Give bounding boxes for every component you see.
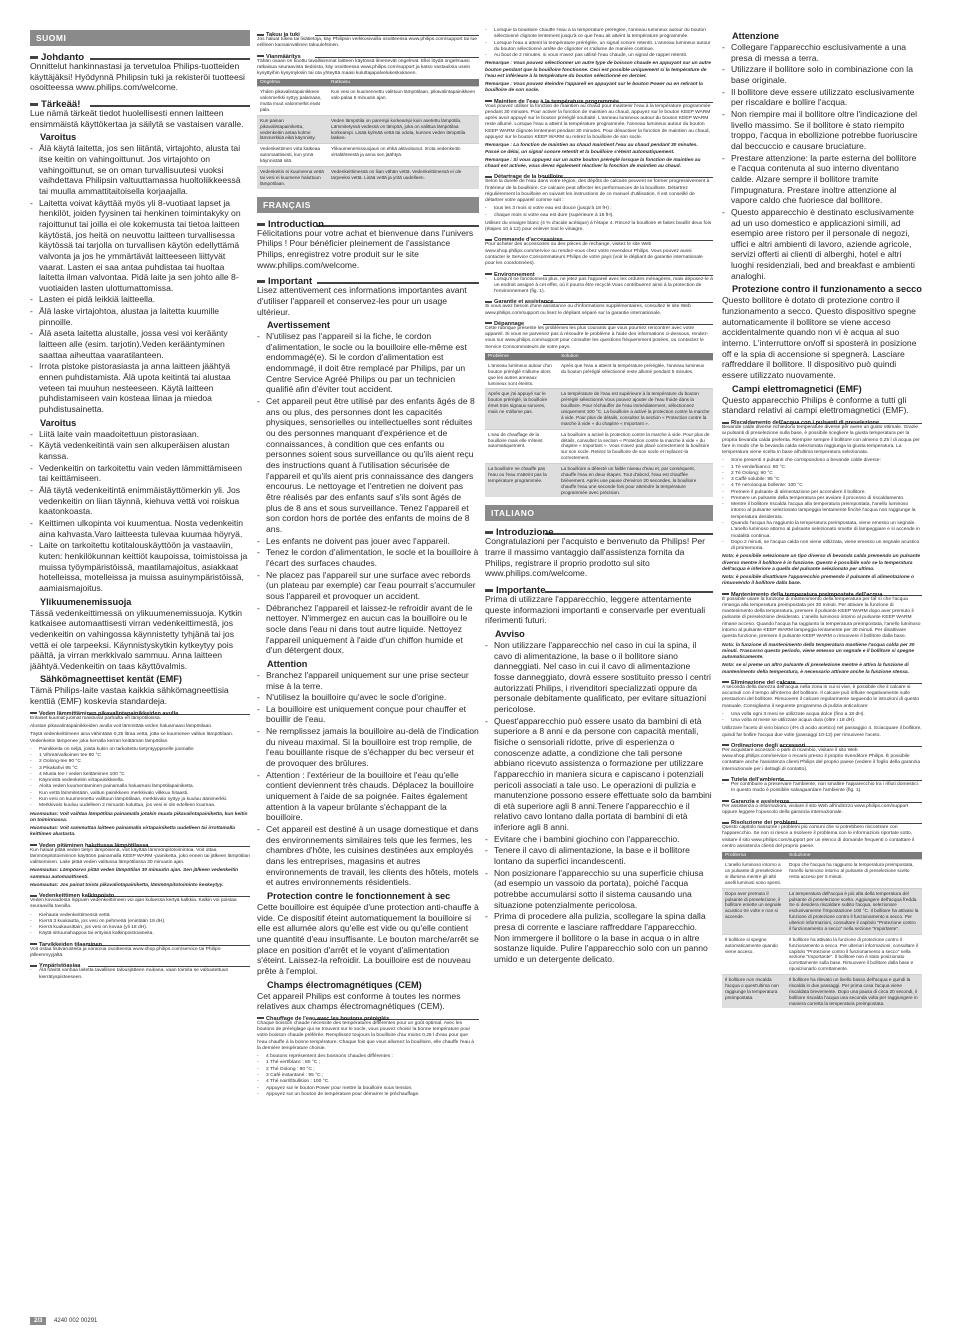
paragraph: Jos haluat tukea tai lisätietoja, käy Philipsin verkkosivuilla osoitteessa www.philips.com/support tai lue erillinen kansainvälinen takuulehtinen. (257, 37, 477, 49)
paragraph: Congratulazioni per l'acquisto e benvenuto da Philips! Per trarre il massimo vantaggio dall'assistenza fornita da Philips, registrare il proprio prodotto sul sito www.philips.com/welcome. (485, 536, 705, 579)
bullet-list (722, 782, 922, 795)
note: Nota: è possibile disattivare l'apparecchio premendo il pulsante di alimentazione o rimuovendo il bollitore dalla base. (722, 575, 914, 587)
note: Remarque : Si vous appuyez sur un autre bouton préréglé lorsque la fonction de maintien au chaud est activée, vous devez également réactiver la fonction de maintien au chaud. (485, 157, 701, 170)
list-item: - Ne placez pas l'appareil sur une surface avec rebords (un plateau par exemple) car l'eau pourrait s'accumuler sous l'appareil et provoquer un accident. (257, 570, 479, 602)
paragraph: Täytä vedenkeittimeen aina vähintään 0,25 litraa vettä, jotta se kuumenee valitun lämpötilaan. Vedenkeitin lämpenee joka kerralla kerran keittämän lämpötilan. (30, 732, 234, 744)
list-item: - Älä täytä vedenkeitintä enimmäistäyttömerkin yli. Jos vedenkeitin on liian täynnä, kiehuva vettä voi roiskua kaatonkoasta. (30, 485, 250, 517)
column-suomi (30, 28, 250, 1304)
bullet-list (30, 913, 250, 938)
table-row (722, 888, 922, 934)
paragraph: Questo capitolo riassume i problemi più comuni che si potrebbero riscontrare con l'apparecchio. Se non si riesce a risolvere il problema con le informazioni riportate sotto, visitare il sito www.philips.com/support per un elenco di domande frequenti o contattare il centro assistenza clienti del proprio paese. (722, 825, 915, 849)
subsection-heading: Campi elettromagnetici (EMF) (732, 383, 862, 394)
table-header: Solution (558, 353, 713, 361)
list-item: - Kiehauta vedenkeittimessä vettä. (30, 913, 250, 919)
list-item: - Liitä laite vain maadoitettuun pistorasiaan. (30, 429, 250, 440)
list-item: - Premere il pulsante di alimentazione per accendere il bollitore. (722, 490, 922, 496)
list-item: - Irrota pistoke pistorasiasta ja anna laitteen jäähtyä ennen puhdistamista. Älä upota keitintä tai alustaa veteen tai muuhun nesteeseen. Käytä laitteen puhdistamiseen vain kosteaa liinaa ja miedoa puhdistusainetta. (30, 361, 250, 414)
list-item: - Vedenkeitin on tarkoitettu vain veden lämmittämiseen tai keittämiseen. (30, 463, 250, 484)
section-heading: Mantenimento della temperatura preimpostata dell'acqua (722, 592, 922, 596)
paragraph: Voit ostaa lisävarusteita ja varaosia osoitteesta www.shop.philips.com/service tai Philips-jälleenmyyjältä. (30, 946, 222, 959)
table-header: Ratkaisu (328, 79, 479, 87)
troubleshooting-table (257, 79, 479, 188)
list-item: - tous les 3 mois si votre eau est douce (jusqu'à 18 fH) ; (485, 206, 713, 212)
bullet-list (722, 712, 922, 725)
problem-cell: La bouilloire ne chauffe pas l'eau ou l'eau n'atteint pas la température programmée. (485, 464, 558, 498)
troubleshooting-table (485, 353, 713, 498)
list-item: - Non riempire mai il bollitore oltre l'indicazione del livello massimo. Se il bollitore è stato riempito troppo, l'acqua in ebollizione potrebbe fuoriuscire dal beccuccio e causare bruciature. (722, 109, 922, 152)
section-heading: Vedenkeittimen kalkinpoisto (30, 893, 250, 897)
section-heading: Veden pitäminen haluttussa lämpötilassa (30, 843, 250, 847)
paragraph: Onnittelut hankinnastasi ja tervetuloa Philips-tuotteiden käyttäjäksi! Hyödynnä Philipsin tuki ja rekisteröi tuotteesi osoitteessa www.philips.com/welcome. (30, 61, 245, 93)
subsection-heading: Attention (267, 658, 308, 669)
solution-cell: Ylikuumenemissuojaus on ehkä aktivoitunut. Irrota vedenkeitin virtalähteestä ja anna sen jäähtyä. (328, 144, 479, 167)
bullet-list (722, 42, 922, 281)
bullet-list (257, 1054, 479, 1098)
list-item: - N'utilisez la bouilloire qu'avec le socle d'origine. (257, 692, 479, 703)
list-item: - Collegare l'apparecchio esclusivamente a una presa di messa a terra. (722, 42, 922, 63)
list-item: - 2 Thé Oolong : 90 °C ; (257, 1067, 479, 1073)
list-item: - 2 Oolong-tee 90 °C (30, 759, 250, 765)
list-item: - 4 boutons représentent des boissons chaudes différentes : (257, 1054, 479, 1060)
section-heading: Introduzione (485, 527, 713, 535)
solution-cell: Kun vesi on kuumennettu valittuun lämpötilaan, pikavalintapainikkeen valo palaa 5 minuutin ajan. (328, 87, 479, 116)
list-item: - Käytä vedenkeitintä vain sen alkuperäisen alustan kanssa. (30, 440, 250, 461)
list-item: - Kun vesi on kuumennettu valittuun lämpötilaan, merkkivalo syttyy ja kuuluu äänimerkki. (30, 797, 250, 803)
paragraph: Cet appareil Philips est conforme à toutes les normes relatives aux champs électromagnétiques (CEM). (257, 990, 461, 1012)
list-item: - Attention : l'extérieur de la bouilloire et l'eau qu'elle contient deviennent très chauds. Déplacez la bouilloire uniquement à l'aide de sa poignée. Faites également attention à la vapeur brûlante s'échappant de la bouilloire. (257, 770, 479, 823)
section-heading: Détartrage de la bouilloire (485, 174, 713, 178)
section-heading: Ympäristöasiaa (30, 963, 250, 967)
list-item: - Il bollitore deve essere utilizzato esclusivamente per riscaldare e bollire l'acqua. (722, 87, 922, 108)
list-item: - Les enfants ne doivent pas jouer avec l'appareil. (257, 536, 479, 547)
table-row (257, 144, 479, 167)
list-item: - Käynnistä vedenkeitin virtapainikkeella. (30, 778, 250, 784)
solution-cell: Vedenkeittimessä on liian vähän vettä. Vedenkeittimessä ei ole tarpeeksi vettä. Lisää vettä ja yritä uudelleen. (328, 166, 479, 188)
list-item: - Per contribuire a preservare l'ambiente, non smaltire l'apparecchio tra i rifiuti domestici. In questo modo è possibile salvaguardare l'ambiente (fig. 1). (722, 782, 922, 795)
section-heading: Garantie et assistance (485, 299, 713, 303)
list-item: - Quest'apparecchio può essere usato da bambini di età superiore a 8 anni e da persone con capacità mentali, fisiche o sensoriali ridotte, prive di esperienza o conoscenze adatte, a condizione che tali persone abbiano ricevuto assistenza o formazione per utilizzare l'apparecchio in maniera sicura e capiscano i potenziali pericoli associati a tale uso. Le operazioni di pulizia e manutenzione possono essere effettuate solo da bambini di età superiore agli 8 anni.Tenere l'apparecchio e il relativo cavo lontano dalla portata di bambini di età inferiore agli 8 anni. (485, 716, 713, 833)
section-heading: Tutela dell'ambiente (722, 777, 922, 781)
paragraph: Veden kovuudesta riippuen vedenkeittimeen voi ajan kuluessa kertyä kalkkia. Kalkin voi poistaa seuraavilla tavoilla. (30, 898, 237, 910)
solution-cell: La température de l'eau est supérieure à la température du bouton préréglé sélectionné.Vous pouvez ajouter de l'eau froide dans la bouilloire. Pour réchauffer de l'eau immédiatement, sélectionnez uniquement 100 °C. La bouilloire a activé la protection contre la marche à vide. Pour plus de détails, consultez la section « Protection contre la marche à vide » du chapitre « Important ». (558, 389, 713, 429)
paragraph: Bevande calde diverse richiedono temperature diverse per avere un gusto ottimale. Grazie ai pulsanti di preselezione sulla base, è possibile scegliere la giusta temperatura per la propria bevanda calda preferita. Riempire sempre il bollitore con almeno 0,25 l di acqua per fare in modo che la bevanda calda selezionata raggiunga la giusta temperatura. La temperatura viene scelta in base all'ultima temperatura selezionata. (722, 425, 920, 456)
problem-cell: L'eau de chauffage de la bouilloire mais elle s'éteint automatiquement. (485, 429, 558, 463)
section-heading: Important (257, 276, 479, 284)
paragraph: Chaque boisson chaude nécessite des températures différentes pour un goût optimal. Avec les boutons de préréglage qui se trouvent sur le socle, vous pouvez choisir la bonne température pour votre boisson chaude préférée. Remplissez toujours la bouilloire d'au moins 0,25 l d'eau pour que l'eau chauffe à la bonne température. Chaque fois que vous allumez la bouilloire, elle chauffe l'eau à la dernière température choisie. (257, 1020, 475, 1051)
list-item: - Merkkivalo kuuluu uudelleen 2 minuutin kuluttua, jos vesi ei ole edelleen kuumaa. (30, 803, 250, 809)
page-footer (30, 1318, 97, 1324)
paragraph: Cette rubrique présente les problèmes les plus courants que vous pourriez rencontrer avec votre appareil. Si vous ne parvenez pas à résoudre le problème à l'aide des informations ci-dessous, rendez-vous sur www.philips.com/support pour consulter les questions fréquemment posées, ou contactez le Service Consommateurs de votre pays. (485, 325, 709, 350)
list-item: - Laite on tarkoitettu kotitalouskäyttöön ja vastaaviin, kuten: henkilökunnan keittiöt kaupoissa, toimistoissa ja muissa työympäristöissä, maatilamajoitus, asiakkaat hotelleissa, motelleissa ja muissa asuinympäristöissä, aamiaismajoitus. (30, 540, 250, 593)
paragraph: Tämä Philips-laite vastaa kaikkia sähkömagneettisia kenttiä (EMF) koskevia standardeja. (30, 685, 229, 707)
paragraph: Prima di utilizzare l'apparecchio, leggere attentamente queste informazioni importanti e conservarle per eventuali riferimenti futuri. (485, 594, 706, 626)
section-heading: Environnement (485, 272, 713, 276)
list-item: - 1 Vihreä/valkoinen tee 80 °C (30, 753, 250, 759)
list-item: - 1 Tè verde/bianco: 80 °C (722, 465, 922, 471)
paragraph: Kun haluat pitää veden tietyn lämpöisenä, voit käyttää lämmönpitotoimintoa. Voit ottaa lämmönpitotoiminnon käyttöön painamalla KEEP WARM -painiketta, joko ennen tai jälkeen lämpötilan valitsemisen. Laite pitää veden valitussa lämpötilassa 30 minuutin ajan. (30, 847, 250, 866)
solution-cell: La bouilloire a détecté un faible niveau d'eau et, par conséquent, chauffe l'eau en deux étapes. Tout d'abord, l'eau est chauffée brièvement. Après une pause d'environ 20 secondes, la bouilloire chauffe l'eau une seconde fois pour atteindre la température programmée avec précision. (558, 464, 713, 498)
subsection-heading: Varoitus (40, 132, 77, 143)
section-heading: Commande d'accessoires (485, 237, 713, 241)
section-heading: Importante (485, 585, 713, 593)
list-item: - Painikkeita on neljä, joista kukin on tarkoitettu tietyntyyppiselle juomalle: (30, 747, 250, 753)
list-item: - Au bout de 2 minutes, si vous n'avez pas utilisé l'eau chaude, un signal de rappel retentit. (485, 53, 713, 59)
list-item: - Quando l'acqua ha raggiunto la temperatura preimpostata, viene emesso un segnale. L'anello luminoso attorno al pulsante selezionato smette di lampeggiare e si accende in modalità continua. (722, 521, 922, 540)
note: Remarque : La fonction de maintien au chaud maintient l'eau au chaud pendant 30 minutes. Passé ce délai, un signal sonore retentit et la bouilloire s'éteint automatiquement. (485, 143, 698, 155)
subsection-heading: Ylikuumenemissuoja (40, 596, 132, 607)
solution-cell: Il bollitore ha rilevato un livello basso dell'acqua e quindi la riscalda in due passaggi. Per prima cosa l'acqua viene riscaldata brevemente. Dopo una pausa di circa 20 secondi, il bollitore riscalda l'acqua una seconda volta per raggiungere in maniera corretta la temperatura preimpostata. (786, 975, 922, 1009)
solution-cell: Après que l'eau a atteint la température préréglée, l'anneau lumineux du bouton préréglé sélectionné reste allumé pendant 5 minutes. (558, 360, 713, 389)
paragraph: Erilaiset kuumat juomat maistuvat parhailta eri lämpötiloissa. (30, 715, 162, 721)
section-heading: Riscaldamento dell'acqua con i pulsanti di preselezione (722, 420, 922, 424)
problem-cell: L'anello luminoso intorno a un pulsante di preselezione si illumina mentre gli altri anelli luminosi sono spenti. (722, 860, 786, 889)
section-heading: Takuu ja tuki (257, 32, 479, 36)
problem-cell: Il bollitore non riscalda l'acqua o quest'ultima non raggiunge la temperatura preimpostata. (722, 975, 786, 1009)
list-item: - 4 Thé noir/Ébullition : 100 °C. (257, 1079, 479, 1085)
paragraph: Tähän osaan on koottu tavallisimmat laitteen käytössä ilmenevät ongelmat. Ellei löydä ongelmaasi ratkaisua seuraavista tiedoista, käy osoitteessa www.philips.com/support ja katso vastauksia usein kysyttyihin kysymyksiin tai ota yhteyttä maasi kuluttajapalvelukeskukseen. (257, 58, 471, 77)
list-item: - 3 Pikakahvi 95 °C (30, 766, 250, 772)
table-header: Problema (722, 852, 786, 860)
note: Nota: la funzione di mantenimento della temperatura mantiene l'acqua calda per 30 minuti. Trascorso questo periodo, viene emesso un segnale e il bollitore si spegne automaticamente. (722, 642, 915, 661)
list-item: - La bouilloire est uniquement conçue pour chauffer et bouillir de l'eau. (257, 704, 479, 725)
list-item: - Appuyez sur un bouton de température pour démarrer le préchauffage. (257, 1092, 479, 1098)
list-item: - Appuyez sur le bouton Power pour mettre la bouilloire sous tension. (257, 1086, 479, 1092)
bullet-list (485, 640, 713, 965)
table-header: Ongelma (257, 79, 328, 87)
paragraph: Lisez attentivement ces informations importantes avant d'utiliser l'appareil et conservez-les pour un usage ultérieur. (257, 285, 467, 317)
list-item: - Branchez l'appareil uniquement sur une prise secteur mise à la terre. (257, 670, 479, 691)
section-heading: Introduction (257, 219, 479, 227)
table-header: Soluzione (786, 852, 922, 860)
list-item: - Älä laske virtajohtoa, alustaa ja laitetta kuumille pinnoille. (30, 306, 250, 327)
problem-cell: Yhden pikavalintapainikkeen valonmerkki syttyy palamaan, mutta muut valonmerkit eivät pala. (257, 87, 328, 116)
list-item: - 4 Tè nero/acqua bollente: 100 °C (722, 483, 922, 489)
list-item: - Lorsque la bouilloire chauffe l'eau à la température préréglée, l'anneau lumineux autour du bouton sélectionné clignote lentement jusqu'à ce que l'eau ait atteint la température programmée. (485, 28, 713, 41)
subsection-heading: Avviso (495, 628, 525, 639)
table-row (257, 115, 479, 144)
list-item: - Débranchez l'appareil et laissez-le refroidir avant de le nettoyer. N'immergez en aucun cas la bouilloire ou le socle dans l'eau ni dans tout autre liquide. Nettoyez l'appareil uniquement à l'aide d'un chiffon humide et d'un détergent doux. (257, 603, 479, 656)
list-item: - 2 Tè Oolong: 90 °C (722, 471, 922, 477)
list-item: - Kierrä kuukausittain, jos vesi on kovaa (yli 18 dH). (30, 925, 250, 931)
solution-cell: La temperatura dell'acqua è più alta della temperatura del pulsante di preselezione scelto. Aggiungere dell'acqua fredda. Se si desidera riscaldare subito l'acqua, selezionare esclusivamente l'impostazione 100 °C. Il bollitore ha attivato la funzione di protezione contro il funzionamento a secco. Per ulteriori informazioni, consultare il capitolo "Protezione contro il funzionamento a secco" nella sezione "Importante". (786, 888, 922, 934)
section-heading: Vianmääritys (257, 54, 479, 58)
table-row (722, 975, 922, 1009)
list-item: - chaque mois si votre eau est dure (supérieure à 18 fH). (485, 213, 713, 219)
paragraph: Questo bollitore è dotato di protezione contro il funzionamento a secco. Questo dispositivo spegne automaticamente il bollitore se viene acceso accidentalmente quando non vi è acqua al suo interno. L'interruttore on/off si sposterà in posizione off e la spia di accensione si spegnerà. Lasciare raffreddare il bollitore. Il dispositivo può quindi essere utilizzato nuovamente. (722, 295, 917, 381)
note: Huomautus: Voit sammuttaa laitteen painamalla virtapainiketta uudelleen tai irrottamalla keittimen alustasta. (30, 826, 236, 838)
column-suomi-francais (257, 28, 479, 1318)
list-item: - Questo apparecchio è destinato esclusivamente ad un uso domestico e applicazioni simili, ad esempio aree ristoro per il personale di negozi, uffici e altri ambienti di lavoro, aziende agricole, servizi offerti ai clienti di alberghi, hotel e altri luoghi residenziali, bed and breakfast e ambienti analoghi. (722, 207, 922, 282)
list-item: - Cet appareil peut être utilisé par des enfants âgés de 8 ans ou plus, des personnes dont les capacités physiques, sensorielles ou intellectuelles sont réduites ou des personnes manquant d'expérience et de connaissances, à condition que ces enfants ou personnes soient sous surveillance ou qu'ils aient reçu des instructions quant à l'utilisation sécurisée de l'appareil et qu'ils aient pris connaissance des dangers encourus. Le nettoyage et l'entretien ne doivent pas être réalisés par des enfants sauf s'ils sont âgés de plus de 8 ans et sous surveillance. Tenez l'appareil et son cordon hors de portée des enfants de moins de 8 ans. (257, 396, 479, 535)
note: Huomautus: Voit vaihtaa lämpötilaa painamalla jotakin muuta pikavalintapainiketta, kun keitin on toiminnassa. (30, 811, 248, 823)
list-item: - N'utilisez pas l'appareil si la fiche, le cordon d'alimentation, le socle ou la bouilloire elle-même est endommagé(e). Si le cordon d'alimentation est endommagé, il doit être remplacé par Philips, par un Centre Service Agréé Philips ou par un technicien qualifié afin d'éviter tout accident. (257, 331, 479, 395)
paragraph: Tässä vedenkeittimessä on ylikuumenemissuoja. Kytkin katkaisee automaattisesti virran vedenkeittimestä, jos vedenkeitin on vahingossa käynnistetty tyhjänä tai jos vettä ei ole tarpeeksi. Käynnistyskytkin kytkeytyy pois päältä, ja virran merkkivalo sammuu. Anna laitteen jäähtyä.Vedenkeitin on taas käyttövalmis. (30, 607, 243, 671)
section-heading: Dépannage (485, 321, 713, 325)
list-item: - Kun vettä lämmitetään, valitun painikkeen merkkivalo vilkkuu hitaasti. (30, 791, 250, 797)
paragraph: Alustan pikavalintapainikkeiden avulla voit lämmittää veden haluamaasi lämpötilaan. (30, 724, 213, 730)
bullet-list (485, 28, 713, 59)
list-item: - Una volla ogni 3 mesi se utilizzate acqua dolce (fino a 18 dH). (722, 712, 922, 718)
subsection-heading: Attenzione (732, 31, 779, 41)
list-item: - Tenez le cordon d'alimentation, le socle et la bouilloire à l'écart des surfaces chaudes. (257, 547, 479, 568)
section-heading: Maintien de l'eau à la température programmée (485, 99, 713, 103)
list-item: - Älä aseta laitetta alustalle, jossa vesi voi keräänty laitteen alle (esim. tarjotin).Veden kerääntyminen saattaa aiheuttaa vaaratilanteen. (30, 328, 250, 360)
list-item: - Käytä sitruunahappoa tai erityisiä kalkinpoistoaineita. (30, 931, 250, 937)
list-item: - 1 Thé vert/blanc : 80 °C ; (257, 1060, 479, 1066)
list-item: - Kierrä 3 kuukautta, jos vesi on pehmeää (enintään 18 dH). (30, 919, 250, 925)
note: Huomautus: Lämpöarvo pitää veden lämpötilan 30 minuutin ajan. Sen jälkeen vedenkeitin sammuu automaattisesti. (30, 868, 239, 880)
paragraph: A seconda della durezza dell'acqua nella zona in cui si vive, è possibile che il calcare si accumuli con il tempo all'interno del bollitore. Il calcare può influire negativamente sulle prestazioni del bollitore. Rimuovere il calcare regolarmente seguendo le istruzioni di questo manuale. Consigliamo il seguente programma di pulizia anticalcare: (722, 684, 920, 709)
paragraph: Lue nämä tärkeät tiedot huolellisesti ennen laitteen ensimmäistä käyttökertaa ja säilytä se vastaisen varalle. (30, 107, 244, 129)
section-heading: Veden lämmittäminen pikavalintapainikkeiden avulla (30, 711, 250, 715)
section-heading: Tarvikkeiden tilaaminen (30, 942, 250, 946)
list-item: - Non posizionare l'apparecchio su una superficie chiusa (ad esempio un vassoio da portata), poiché l'acqua potrebbe accumularsi sotto il sistema causando una situazione potenzialmente pericolosa. (485, 868, 713, 911)
list-item: - Prestare attenzione: la parte esterna del bollitore e l'acqua contenuta al suo interno diventano calde. Alzare sempre il bollitore tramite l'impugnatura. Prestare inoltre attenzione al vapore caldo che fuoriesce dal bollitore. (722, 153, 922, 206)
paragraph: È possibile usare la funzione di mantenimento della temperatura per far sì che l'acqua rimanga alla temperatura preimpostata per 30 minuti. Per attivare la funzione di mantenimento della temperatura, premere il pulsante KEEP WARM dopo aver premuto il pulsante di preselezione desiderato. L'anello luminoso intorno al pulsante KEEP WARM rimane acceso. Quando l'acqua ha raggiunto la temperatura preimpostata, l'anello luminoso intorno al pulsante KEEP WARM lampeggia lentamente per 30 minuti. Per disattivare questa funzione, premere il pulsante KEEP WARM o rimuovere il bollitore dalla base. (722, 596, 921, 640)
table-row (722, 934, 922, 974)
list-item: - Premere un pulsante della temperatura per avviare il processo di riscaldamento. (722, 496, 922, 502)
table-row (257, 166, 479, 188)
problem-cell: Il bollitore si spegne automaticamente quando viene acceso. (722, 934, 786, 974)
paragraph: Si vous avez besoin d'une assistance ou d'informations supplémentaires, consultez le site Web www.philips.com/support ou lisez le dépliant séparé sur la garantie internationale. (485, 304, 691, 316)
table-row (257, 87, 479, 116)
list-item: - Sono presenti 4 pulsanti che corrispondono a bevande calde diverse: (722, 458, 922, 464)
problem-cell: Après que j'ai appuyé sur le bouton préréglé, la bouilloire émet trois signaux sonores, mais ne s'allume pas. (485, 389, 558, 429)
section-heading: Risoluzione dei problemi (722, 820, 922, 824)
paragraph: Vous pouvez utiliser la fonction de maintien au chaud pour maintenir l'eau à la température programmée pendant 30 minutes. Pour activer la fonction de maintien au chaud, appuyez sur le bouton KEEP WARM après avoir appuyé sur le bouton préréglé souhaité. L'anneau lumineux autour du bouton KEEP WARM reste allumé. Lorsque l'eau a atteint la température programmée, l'anneau lumineux autour du bouton KEEP WARM clignote lentement pendant 30 minutes. Pour désactiver la fonction de maintien au chaud, appuyez sur le bouton KEEP WARM ou retirez la bouilloire de son socle. (485, 103, 711, 140)
section-heading: Garanzia e assistenza (722, 799, 922, 803)
paragraph: Per assistenza o informazioni, visitare il sito Web all'indirizzo www.philips.com/support oppure leggere l'opuscolo della garanzia internazionale. (722, 803, 909, 815)
bullet-list (257, 670, 479, 888)
table-row (485, 429, 713, 463)
list-item: - Älä hävitä vanhaa laitetta tavallisen talousjätteen mukana, vaan toimita se valtuutettuun kierrätyspisteeseen. (30, 968, 250, 981)
problem-cell: Vedenkeitin ei kuumenna vettä tai vesi ei kuumene haluttuun lämpötilaan. (257, 166, 328, 188)
paragraph: Utilizzare l'aceto di vino bianco (4% di acido acetico) nel passaggio 4. Sciacquare il bollitore, quindi far bollire l'acqua due volte (passaggi 10-12) per rimuovere l'aceto. (722, 726, 922, 738)
note: Remarque : Vous pouvez éteindre l'appareil en appuyant sur le bouton Power ou en retirant la bouilloire de son socle. (485, 82, 703, 94)
subsection-heading: Protection contre le fonctionnement à sec (267, 890, 451, 901)
subsection-heading: Varoitus (40, 417, 77, 428)
language-header-francais: FRANÇAIS (257, 197, 479, 213)
paragraph: Questo apparecchio Philips è conforme a tutti gli standard relativi ai campi elettromagnetici (EMF). (722, 394, 909, 416)
table-row (485, 360, 713, 389)
list-item: - 4 Musta tee / veden keittäminen 100 °C (30, 772, 250, 778)
subsection-heading: Avertissement (267, 320, 330, 331)
solution-cell: La bouilloire a activé la protection contre la marche à vide. Pour plus de détails, consultez la section « Protection contre la marche à vide » du chapitre « Important ». Vous n'avez pas placé correctement la bouilloire sur son socle. Retirez la bouilloire de son socle et replacez-la correctement. (558, 429, 713, 463)
problem-cell: Dopo aver premuto il pulsante di preselezione, il bollitore emette un segnale acustico tre volte e non si accende. (722, 888, 786, 934)
list-item: - Ne remplissez jamais la bouilloire au-delà de l'indication du niveau maximal. Si la bouilloire est trop remplie, de l'eau bouillante risque de s'échapper du bec verseur et de provoquer des brûlures. (257, 726, 479, 769)
list-item: - Utilizzare il bollitore solo in combinazione con la base originale. (722, 64, 922, 85)
note: Remarque : Vous pouvez sélectionner un autre type de boisson chaude en appuyant sur un autre bouton pendant que la bouilloire fonctionne. Ceci est possible uniquement si la température de l'eau est inférieure à la température du bouton sélectionné en dernier. (485, 61, 711, 79)
section-heading: Ordinazione degli accessori (722, 743, 922, 747)
note: Nota: è possibile selezionare un tipo diverso di bevanda calda premendo un pulsante diverso mentre il bollitore è in funzione. Questo è possibile solo se la temperatura dell'acqua è inferiore a quella del pulsante selezionato per ultimo. (722, 554, 921, 572)
bullet-list (30, 747, 250, 810)
bullet-list (485, 206, 713, 219)
problem-cell: Kun painan pikavalintapainiketta, vedenkeitin antaa kolme lämmerkkiä eikä käynnisty. (257, 115, 328, 144)
paragraph: Per acquistare accessori o parti di ricambio, visitare il sito Web www.shop.philips.com/service o recarsi presso il proprio rivenditore Philips. È possibile contattare anche l'assistenza clienti Philips del proprio paese (vedere il foglio della garanzia internazionale per i dettagli di contatto). (722, 747, 921, 772)
solution-cell: Il bollitore ha attivato la funzione di protezione contro il funzionamento a secco. Per ulteriori informazioni, consultare il capitolo "Protezione contro il funzionamento a secco" nella sezione "Importante". Il bollitore non è stato posizionato correttamente sulla base. Rimuovere il bollitore dalla base e riposizionarlo correttamente. (786, 934, 922, 974)
list-item: - Lorsque l'eau a atteint la température préréglée, un signal sonore retentit. L'anneau lumineux autour du bouton sélectionné arrête de clignoter et s'allume de manière continue. (485, 41, 713, 54)
problem-cell: Vedenkeittimen virta katkeaa automaattisesti, kun ynnä käynnistää sitä. (257, 144, 328, 167)
page-number: 2/3 (30, 1317, 46, 1325)
table-header: Problème (485, 353, 558, 361)
solution-cell: Dopo che l'acqua ha raggiunto la temperatura preimpostata, l'anello luminoso intorno al pulsante di preselezione scelto resta acceso per 5 minuti. (786, 860, 922, 889)
solution-cell: Veden lämpötila on parempi korkeampi kuin asetettu lämpötila. Lämmitetyssä vedessä on lämpöä, joka on valittua lämpötilaa korkeampi. Lisää kylmää vettä tai odota, kunnes veden lämpötila laskee. (328, 115, 479, 144)
note: Nota: se si preme un altro pulsante di preselezione mentre è attiva la funzione di mantenimento della temperatura, è necessario attivare anche la funzione stessa. (722, 663, 910, 675)
list-item: - 3 Caffè solubile: 95 °C (722, 477, 922, 483)
troubleshooting-table (722, 852, 922, 1008)
bullet-list (257, 331, 479, 656)
list-item: - Lorsqu'il ne fonctionnera plus, ne jetez pas l'appareil avec les ordures ménagères, mais déposez-le à un endroit assigné à cet effet, où il pourra être recyclé.Vous contribuerez ainsi à la protection de l'environnement (fig. 1). (485, 277, 713, 296)
section-heading: Johdanto (30, 52, 250, 60)
list-item: - Lasten ei pidä leikkiä laitteella. (30, 294, 250, 305)
paragraph: Utilisez du vinaigre blanc (4 % d'acide acétique) à l'étape 4. Rincez la bouilloire et faites bouillir deux fois (étapes 10 à 12) pour enlever tout le vinaigre. (485, 220, 712, 233)
bullet-list (485, 277, 713, 296)
note: Huomautus: Jos painat toista pikavalintapainiketta, lämmönpitotoiminto keskeytyy. (30, 882, 224, 888)
subsection-heading: Champs électromagnétiques (CEM) (267, 979, 422, 990)
table-row (485, 389, 713, 429)
paragraph: Cette bouilloire est équipée d'une protection anti-chauffe à vide. Ce dispositif éteint automatiquement la bouilloire si elle est allumée alors qu'elle est vide ou qu'elle contient une quantité d'eau insuffisante. Le bouton marche/arrêt se place en position d'arrêt et le voyant d'alimentation s'éteint. Laissez-la refroidir. La bouilloire est de nouveau prête à l'emploi. (257, 901, 479, 976)
list-item: - Una volta al mese se utilizzate acqua dura (oltre i 18 dH). (722, 718, 922, 724)
list-item: - Aloita veden kuumentaminen painamalla haluamasi lämpötilapainiketta. (30, 784, 250, 790)
list-item: - Evitare che i bambini giochino con l'apparecchio. (485, 834, 713, 845)
column-italiano (722, 28, 922, 1318)
subsection-heading: Protezione contro il funzionamento a secco (732, 284, 922, 295)
bullet-list (30, 429, 250, 594)
list-item: - Non utilizzare l'apparecchio nel caso in cui la spina, il cavo di alimentazione, la base o il bollitore siano danneggiati. Nel caso in cui il cavo di alimentazione fosse danneggiato, dovrà essere sostituito presso i centri autorizzati Philips, i rivenditori specializzati oppure da personale debitamente qualificato, per evitare situazioni pericolose. (485, 640, 713, 715)
list-item: - Cet appareil est destiné à un usage domestique et dans des environnements similaires tels que les fermes, les chambres d'hôte, les cuisines destinées aux employés dans les entreprises, magasins et autres environnements de travail, les clients des hôtels, motels et autres environnements résidentiels. (257, 824, 479, 888)
bullet-list (722, 458, 922, 552)
table-row (485, 464, 713, 498)
bullet-list (30, 968, 250, 981)
bullet-list (30, 143, 250, 414)
section-heading: Tärkeää! (30, 99, 250, 107)
paragraph: Félicitations pour votre achat et bienvenue dans l'univers Philips ! Pour bénéficier pleinement de l'assistance Philips, enregistrez votre produit sur le site www.philips.com/welcome. (257, 227, 474, 270)
list-item: - Dopo 2 minuti, se l'acqua calda non viene utilizzata, viene emesso un segnale acustico di promemoria. (722, 540, 922, 553)
list-item: - Prima di procedere alla pulizia, scollegare la spina dalla presa di corrente e lasciare raffreddare l'apparecchio. Non immergere il bollitore o la base in acqua o in altre sostanze liquide. Pulire l'apparecchio solo con un panno umido e un detergente delicato. (485, 911, 713, 964)
list-item: - Keittimen ulkopinta voi kuumentua. Nosta vedenkeitin aina kahvasta.Varo laitteesta tulevaa kuumaa höyryä. (30, 518, 250, 539)
subsection-heading: Sähkömagneettiset kentät (EMF) (40, 674, 182, 685)
section-heading: Eliminazione del calcare (722, 680, 922, 684)
list-item: - 3 Café instantané : 95 °C ; (257, 1073, 479, 1079)
list-item: - Mentre il bollitore riscalda l'acqua alla temperatura preimpostata, l'anello luminoso intorno al pulsante selezionato lampeggia lentamente finché l'acqua non raggiunge la temperatura desiderata. (722, 502, 922, 521)
language-header-italiano: ITALIANO (485, 505, 713, 521)
list-item: - Älä käytä laitetta, jos sen liitäntä, virtajohto, alusta tai itse keitin on vahingoittunut. Jos virtajohto on vahingoittunut, se on oman turvallisuutesi vuoksi vaihdettava Philipsin valtuuttamassa huoltoliikkeessä tai muulla ammattitaitoisella korjaajalla. (30, 143, 250, 196)
list-item: - Laitetta voivat käyttää myös yli 8-vuotiaat lapset ja henkilöt, joiden fyysinen tai henkinen toimintakyky on rajoittunut tai joilla ei ole kokemusta tai tietoa laitteen käytöstä, jos heitä on neuvottu laitteen turvallisessa käytössä tai tarjolla on turvallisen käytön edellyttämä valvonta ja jos he ymmärtävät laitteeseen liittyvät vaarat. Lasten ei saa antaa puhdistaa tai huoltaa laitetta ilman valvontaa. Pidä laite ja sen johto alle 8-vuotiaiden lasten ulottumattomissa. (30, 198, 250, 294)
column-francais-italiano (485, 28, 713, 1318)
document-code: 4240 002 00291 (54, 1318, 98, 1324)
section-heading: Chauffage de l'eau avec les boutons préréglés (257, 1016, 479, 1020)
list-item: - Tenere il cavo di alimentazione, la base e il bollitore lontano da superfici incandescenti. (485, 845, 713, 866)
language-header-suomi: SUOMI (30, 30, 250, 46)
paragraph: Selon la dureté de l'eau dans votre région, des dépôts de calcaire peuvent se former progressivement à l'intérieur de la bouilloire. Ce calcaire peut affecter les performances de la bouilloire. Détartrez régulièrement la bouilloire en suivant les instructions de ce manuel d'utilisation. Il est conseillé de détartrer votre appareil comme suit : (485, 179, 710, 204)
paragraph: Pour acheter des accessoires ou des pièces de rechange, visitez le site Web www.shop.philips.com/service ou rendez-vous chez votre revendeur Philips. Vous pouvez aussi contacter le Service Consommateurs Philips de votre pays (voir le dépliant de garantie internationale pour les coordonnées). (485, 242, 703, 267)
problem-cell: L'anneau lumineux autour d'un bouton préréglé s'allume alors que les autres anneaux lumineux sont éteints. (485, 360, 558, 389)
table-row (722, 860, 922, 889)
